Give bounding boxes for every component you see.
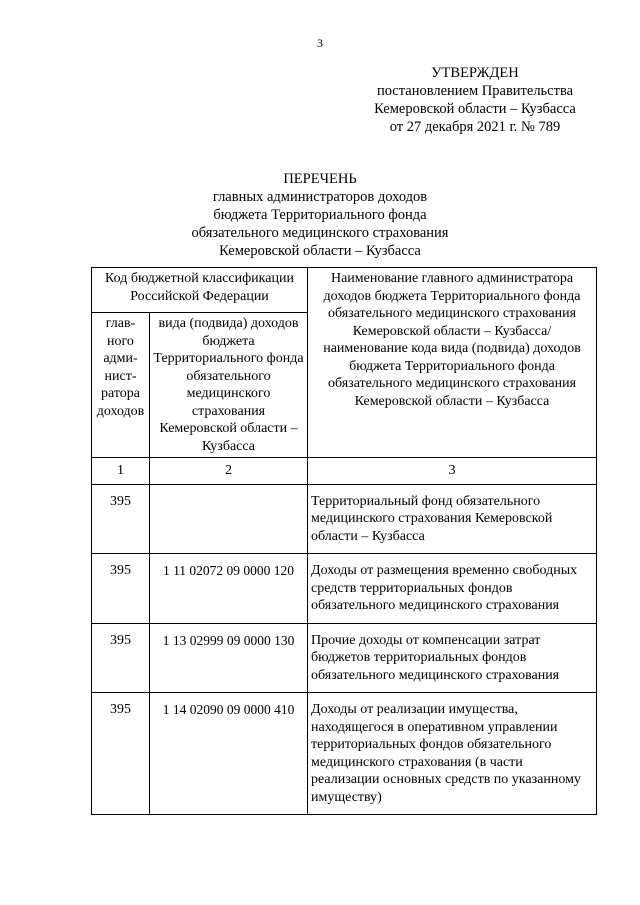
title-line-4: обязательного медицинского страхования xyxy=(191,225,449,241)
approval-line-2: постановлением Правительства xyxy=(376,83,574,99)
admin-code-cell: 395 xyxy=(92,484,150,554)
column-numbers-row xyxy=(92,458,597,485)
column-number: 1 xyxy=(92,458,150,485)
approval-stamp xyxy=(360,64,590,136)
table-row xyxy=(92,623,597,693)
table-row xyxy=(92,554,597,624)
admin-code-cell: 395 xyxy=(92,554,150,624)
revenue-code-cell: 1 11 02072 09 0000 120 xyxy=(150,554,308,624)
revenue-code-cell: 1 14 02090 09 0000 410 xyxy=(150,693,308,815)
revenue-code-cell xyxy=(150,484,308,554)
table-row xyxy=(92,693,597,815)
header-budget-classification-code: Код бюджетной классификации Российской Федерации xyxy=(92,268,308,313)
admin-code-cell: 395 xyxy=(92,623,150,693)
header-chief-administrator: глав-ного адми-нист-ратора доходов xyxy=(92,313,150,458)
approval-line-1: УТВЕРЖДЕН xyxy=(431,65,519,81)
approval-line-4: от 27 декабря 2021 г. № 789 xyxy=(389,119,561,135)
header-name: Наименование главного администратора доходов бюджета Территориального фонда обязательного медицинского страхования Кемеровской области – Кузбасса/наименование кода вида (подвида) доходов бюджета Территориального фонда обязательного медицинского страхования Кемеровской области – Кузбасса xyxy=(308,268,597,458)
revenue-code-cell: 1 13 02999 09 0000 130 xyxy=(150,623,308,693)
header-revenue-type: вида (подвида) доходов бюджета Территориального фонда обязательного медицинского страхования Кемеровской области – Кузбасса xyxy=(150,313,308,458)
approval-line-3: Кемеровской области – Кузбасса xyxy=(374,101,576,117)
title-line-5: Кемеровской области – Кузбасса xyxy=(219,243,421,259)
title-line-3: бюджета Территориального фонда xyxy=(213,207,427,223)
name-cell: Территориальный фонд обязательного медицинского страхования Кемеровской области – Кузбасса xyxy=(308,484,597,554)
name-cell: Доходы от размещения временно свободных средств территориальных фондов обязательного медицинского страхования xyxy=(308,554,597,624)
admin-code-cell: 395 xyxy=(92,693,150,815)
name-cell: Прочие доходы от компенсации затрат бюджетов территориальных фондов обязательного медицинского страхования xyxy=(308,623,597,693)
table-row xyxy=(92,484,597,554)
page-number: 3 xyxy=(317,36,323,50)
document-title xyxy=(90,170,550,260)
title-line-1: ПЕРЕЧЕНЬ xyxy=(283,171,357,187)
revenue-administrators-table xyxy=(91,267,597,815)
column-number: 2 xyxy=(150,458,308,485)
name-cell: Доходы от реализации имущества, находящегося в оперативном управлении территориальных фондов обязательного медицинского страхования (в части реализации основных средств по указанному имуществу) xyxy=(308,693,597,815)
title-line-2: главных администраторов доходов xyxy=(212,189,428,205)
column-number: 3 xyxy=(308,458,597,485)
